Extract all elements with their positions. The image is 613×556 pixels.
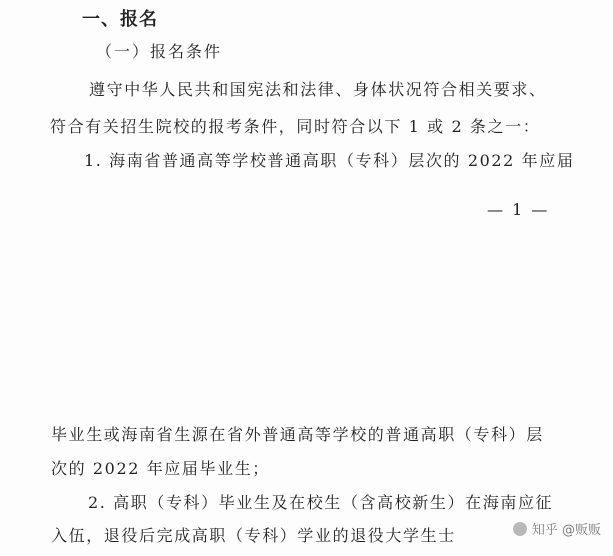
watermark [513,519,601,538]
list-item-1: 1. 海南省普通高等学校普通高职（专科）层次的 2022 年应届 [84,151,575,170]
section-heading: 一、报名 [82,9,158,30]
avatar-icon [513,522,527,536]
paragraph-line: 遵守中华人民共和国宪法和法律、身体状况符合相关要求、 [89,80,547,99]
subsection-heading: （一）报名条件 [96,42,223,61]
paragraph-line: 毕业生或海南省生源在省外普通高等学校的普通高职（专科）层 [51,425,544,444]
paragraph-line: 符合有关招生院校的报考条件，同时符合以下 1 或 2 条之一： [50,117,541,136]
paragraph-line: 次的 2022 年应届毕业生； [51,459,270,478]
list-item-2: 2. 高职（专科）毕业生及在校生（含高校新生）在海南应征 [88,493,554,512]
page-number: — 1 — [487,200,550,219]
paragraph-line: 入伍，退役后完成高职（专科）学业的退役大学生士 [51,526,456,545]
watermark-text: 知乎 @贩贩 [531,523,601,538]
